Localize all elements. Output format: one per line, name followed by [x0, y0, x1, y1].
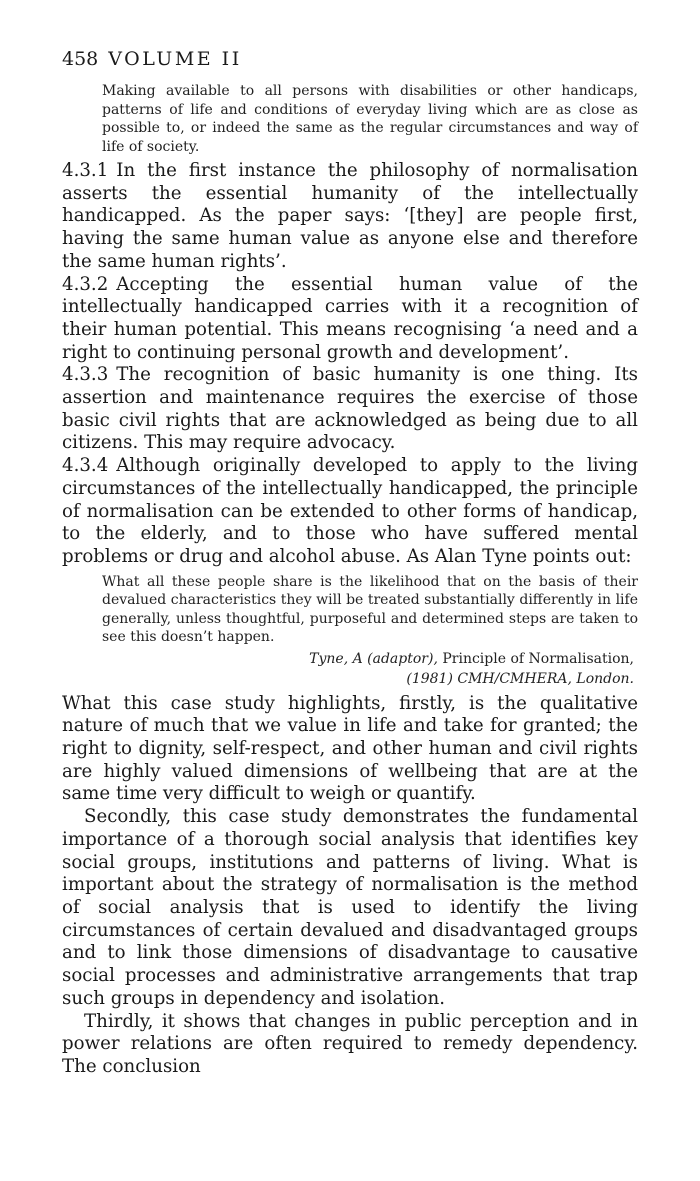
running-head [62, 48, 638, 70]
section-text: The recognition of basic humanity is one thing. Its assertion and maintenance requires the exercise of those basic civil rights that are acknowledged as being due to all citizens. This may require advocacy. [62, 364, 638, 454]
section-number: 4.3.3 [62, 364, 109, 386]
attribution-work: Principle of Normalisation, [442, 650, 634, 667]
section-paragraph [62, 364, 638, 455]
quote-attribution [62, 649, 634, 689]
attribution-year: (1981) [406, 670, 453, 687]
attribution-author: Tyne, A (adaptor), [309, 650, 438, 667]
body-paragraph-thirdly: Thirdly, it shows that changes in public perception and in power relations are often required to remedy dependency. The conclusion [62, 1010, 638, 1077]
attribution-publisher: CMH/CMHERA, [457, 670, 572, 687]
body-paragraph-firstly: What this case study highlights, firstly, is the qualitative nature of much that we value in life and take for granted; the right to dignity, self-respect, and other human and civil rights are highly valued dimensions of wellbeing that are at the same time very difficult to weigh or quantify. [62, 692, 638, 805]
running-title: VOLUME II [108, 48, 242, 70]
section-paragraph [62, 455, 638, 569]
section-number: 4.3.1 [62, 160, 109, 181]
block-quote-definition: Making available to all persons with disabilities or other handicaps, patterns of life and conditions of everyday living which are as close as possible to, or indeed the same as the regular circumstances and way of life of society. [102, 83, 638, 155]
section-number: 4.3.2 [62, 273, 109, 295]
page-number: 458 [62, 48, 99, 70]
attribution-place: London. [576, 670, 634, 687]
section-paragraph [62, 160, 638, 274]
section-text: Although originally developed to apply to the living circumstances of the intellectually handicapped, the principle of normalisation can be extended to other forms of handicap, to the elderly, and to those who have suffered mental problems or drug and alcohol abuse. As Alan Tyne points out: [62, 455, 638, 567]
section-text: Accepting the essential human value of the intellectually handicapped carries with it a recognition of their human potential. This means recognising ‘a need and a right to continuing personal growth and development’. [62, 273, 638, 363]
block-quote-tyne: What all these people share is the likelihood that on the basis of their devalued characteristics they will be treated substantially differently in life generally, unless thoughtful, purposeful and determined steps are taken to see this doesn’t happen. [102, 573, 638, 646]
section-number: 4.3.4 [62, 455, 109, 477]
book-page [62, 48, 638, 1079]
section-text: In the first instance the philosophy of normalisation asserts the essential humanity of the intellectually handicapped. As the paper says: ‘[they] are people first, having the same human value as anyone else and therefore the same human rights’. [62, 160, 638, 272]
section-paragraph [62, 274, 638, 365]
body-paragraph-secondly: Secondly, this case study demonstrates the fundamental importance of a thorough social analysis that identifies key social groups, institutions and patterns of living. What is important about the strategy of normalisation is the method of social analysis that is used to identify the living circumstances of certain devalued and disadvantaged groups and to link those dimensions of disadvantage to causative social processes and administrative arrangements that trap such groups in dependency and isolation. [62, 806, 638, 1009]
